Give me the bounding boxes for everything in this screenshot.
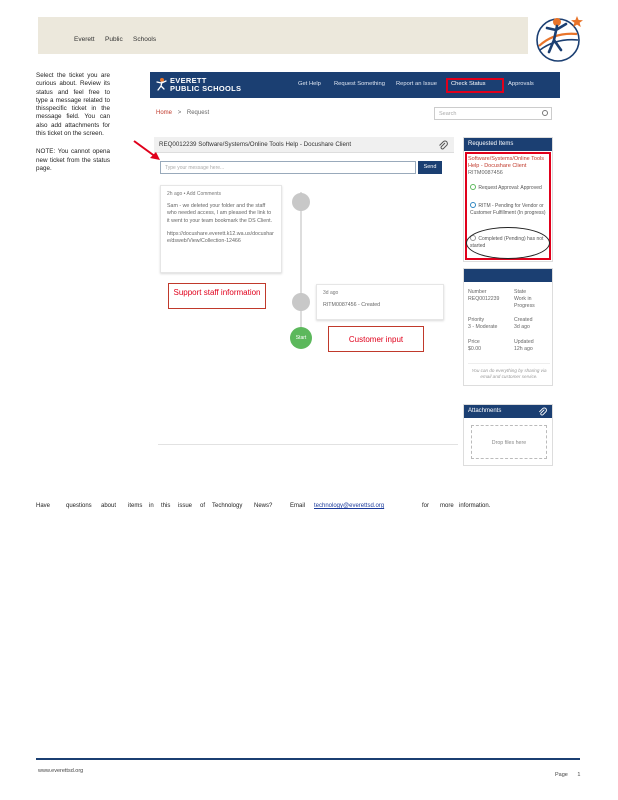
breadcrumb-current: Request xyxy=(186,110,210,116)
footer-word: issue xyxy=(178,503,193,509)
portal-navbar xyxy=(150,72,560,98)
footer-word: Technology xyxy=(212,503,243,509)
portal-logo-icon xyxy=(156,77,168,91)
breadcrumb xyxy=(156,110,209,116)
page-number xyxy=(555,772,580,778)
support-staff-callout: Support staff information xyxy=(168,283,266,309)
check-icon xyxy=(470,184,476,190)
comment-link[interactable]: https://docushare.everett.k12.wa.us/docushare/dsweb/View/Collection-12466 xyxy=(167,230,274,245)
entry-meta: 3d ago xyxy=(323,290,339,296)
progress-icon xyxy=(470,202,476,208)
attachments-panel xyxy=(463,404,553,466)
message-placeholder: Type your message here... xyxy=(165,165,225,171)
requested-item-number: RITM0087456 xyxy=(468,170,503,176)
timeline-dot xyxy=(292,193,310,211)
site-url[interactable]: www.everettsd.org xyxy=(38,768,84,774)
page-number-value: 1 xyxy=(577,772,581,778)
customer-input-callout: Customer input xyxy=(328,326,424,352)
footer-word: for xyxy=(422,503,430,509)
requested-items-title: Requested Items xyxy=(464,138,552,151)
attachments-header xyxy=(464,405,552,418)
nav-get-help[interactable]: Get Help xyxy=(298,81,321,87)
instructions-column xyxy=(36,72,110,173)
footer-word: Have xyxy=(36,503,51,509)
footer-word: information. xyxy=(459,503,491,509)
footer-word: more xyxy=(440,503,454,509)
check-status-highlight xyxy=(446,78,504,93)
status-line-in-progress xyxy=(470,202,548,217)
detail-number: Number REQ0012239 xyxy=(468,289,500,302)
requested-item-link[interactable] xyxy=(468,156,548,177)
details-note: You can do everything by sharing via email and customer service. xyxy=(468,363,550,380)
status-text: Request Approval: Approved xyxy=(478,185,542,191)
instructions-text: Select the ticket you are curious about. Review its status and feel free to type a message related to thisspecific ticket in the message field. You can also add attachments for this ticket on the screen. xyxy=(36,72,110,138)
page-label: Page xyxy=(555,772,568,778)
comment-body: Sam - we deleted your folder and the staff who needed access, I am pleased the link to it went to your team bookmark the DS Client. xyxy=(167,203,273,224)
comment-meta: 2h ago • Add Comments xyxy=(167,191,222,197)
requested-item-title[interactable]: Software/Systems/Online Tools Help - Docushare Client xyxy=(468,156,545,169)
attachments-title: Attachments xyxy=(468,408,502,414)
nav-check-status[interactable]: Check Status xyxy=(451,81,486,87)
message-input[interactable] xyxy=(160,161,416,174)
timeline-line xyxy=(300,192,302,342)
portal-screenshot xyxy=(150,72,560,446)
panel-divider xyxy=(158,444,458,445)
footer-word: Email xyxy=(290,503,306,509)
completed-status-circle xyxy=(466,227,550,259)
status-text: RITM - Pending for Vendor or Customer Fulfillment (In progress) xyxy=(470,203,546,216)
request-panel xyxy=(154,137,454,382)
support-comment-card xyxy=(160,185,282,273)
status-text: Completed (Pending) has not started xyxy=(470,236,544,249)
nav-report-issue[interactable]: Report an Issue xyxy=(396,81,437,87)
detail-created: Created 3d ago xyxy=(514,317,533,330)
breadcrumb-separator: > xyxy=(177,110,182,116)
timeline-start: Start xyxy=(290,327,312,349)
breadcrumb-home[interactable]: Home xyxy=(156,110,173,116)
entry-body: RITM0087456 - Created xyxy=(323,302,381,309)
request-title-bar xyxy=(154,137,454,153)
header-word: Everett xyxy=(74,36,95,43)
district-logo xyxy=(530,10,586,66)
attachment-drop-zone[interactable]: Drop files here xyxy=(471,425,547,459)
paperclip-icon[interactable] xyxy=(438,140,448,150)
portal-search-input[interactable] xyxy=(434,107,552,120)
brand-line-1: EVERETT xyxy=(170,76,207,85)
requested-items-panel xyxy=(463,137,553,262)
detail-updated: Updated 12h ago xyxy=(514,339,534,352)
customer-entry-card xyxy=(316,284,444,320)
portal-brand[interactable] xyxy=(170,77,241,93)
brand-line-2: PUBLIC SCHOOLS xyxy=(170,84,242,93)
details-header xyxy=(464,269,552,282)
red-arrow-pointer xyxy=(132,139,162,163)
header-word: Schools xyxy=(133,36,157,43)
timeline-dot xyxy=(292,293,310,311)
footer-rule xyxy=(36,758,580,760)
header-word: Public xyxy=(105,36,123,43)
status-line-approved xyxy=(470,184,548,192)
search-icon[interactable] xyxy=(542,110,548,116)
detail-state: State Work in Progress xyxy=(514,289,535,309)
footer-word: items xyxy=(128,503,143,509)
footer-word: in xyxy=(149,503,154,509)
paperclip-icon[interactable] xyxy=(538,407,547,416)
nav-approvals[interactable]: Approvals xyxy=(508,81,534,87)
footer-word: this xyxy=(161,503,171,509)
request-title: REQ0012239 Software/Systems/Online Tools Help - Docushare Client xyxy=(159,141,352,148)
footer-word: of xyxy=(200,503,206,509)
send-button[interactable]: Send xyxy=(418,161,442,174)
search-placeholder: Search xyxy=(439,111,457,117)
instructions-note: NOTE: You cannot opena new ticket from the status page. xyxy=(36,148,110,172)
newsletter-header-band xyxy=(38,17,528,54)
technology-email-link[interactable]: technology@everettsd.org xyxy=(314,503,385,509)
detail-price: Price $0.00 xyxy=(468,339,481,352)
nav-request-something[interactable]: Request Something xyxy=(334,81,385,87)
detail-priority: Priority 3 - Moderate xyxy=(468,317,498,330)
footer-word: questions xyxy=(66,503,92,509)
request-details-panel xyxy=(463,268,553,386)
footer-word: News? xyxy=(254,503,273,509)
footer-word: about xyxy=(101,503,117,509)
